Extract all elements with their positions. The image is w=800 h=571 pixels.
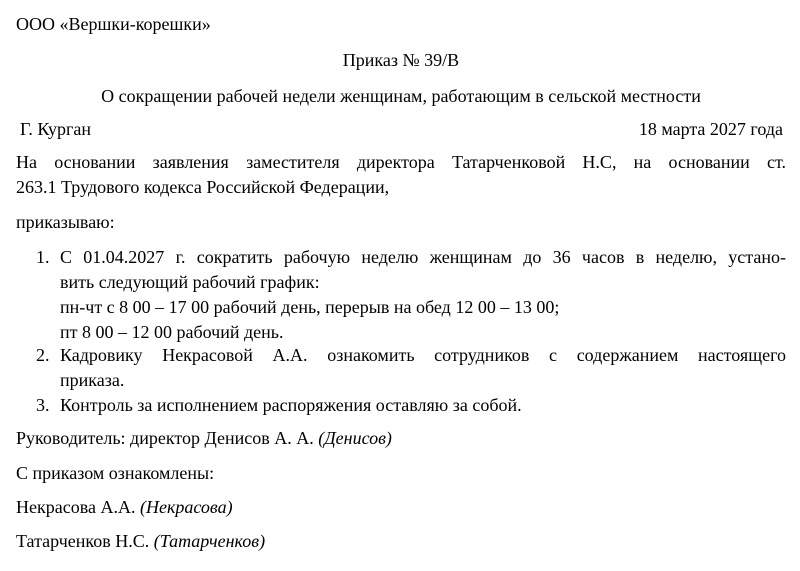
order-title: Приказ № 39/В (342, 50, 460, 70)
place-date-row (16, 117, 786, 142)
city: Г. Курган (20, 119, 92, 139)
acquainted-name: Татарченков Н.С. (16, 531, 150, 551)
head-signature: (Денисов) (318, 428, 392, 448)
item-number: 3. (36, 395, 50, 415)
item-number: 2. (36, 345, 50, 365)
head-label: Руководитель: директор Денисов А. А. (16, 428, 314, 448)
item-text-line: вить следующий рабочий график: (60, 272, 320, 292)
acquainted-signature: (Некрасова) (139, 497, 233, 517)
basis-line-1: На основании заявления заместителя директора Татарченковой Н.С, на основании ст. (16, 152, 786, 172)
organization-name: ООО «Вершки-корешки» (16, 14, 211, 34)
order-word: приказываю: (16, 212, 115, 232)
item-text-line: пн-чт с 8 00 – 17 00 рабочий день, перерыв на обед 12 00 – 13 00; (60, 297, 560, 317)
acquainted-label: С приказом ознакомлены: (16, 463, 215, 483)
item-text-line: С 01.04.2027 г. сократить рабочую неделю женщинам до 36 часов в неделю, устано- (60, 247, 786, 267)
order-subject: О сокращении рабочей недели женщинам, работающим в сельской местности (101, 86, 701, 106)
head-signature-line (16, 426, 392, 451)
item-text-line: приказа. (60, 370, 125, 390)
order-date: 18 марта 2027 года (638, 119, 783, 139)
item-text-line: Контроль за исполнением распоряжения оставляю за собой. (60, 395, 522, 415)
acquainted-name: Некрасова А.А. (16, 497, 136, 517)
acquainted-signature: (Татарченков) (153, 531, 266, 551)
item-text-line: Кадровику Некрасовой А.А. ознакомить сотрудников с содержанием настоящего (60, 345, 786, 365)
acquainted-row (16, 495, 233, 520)
basis-line-2: 263.1 Трудового кодекса Российской Федерации, (16, 177, 390, 197)
acquainted-row (16, 529, 265, 554)
item-text-line: пт 8 00 – 12 00 рабочий день. (60, 322, 284, 342)
item-number: 1. (36, 247, 50, 267)
